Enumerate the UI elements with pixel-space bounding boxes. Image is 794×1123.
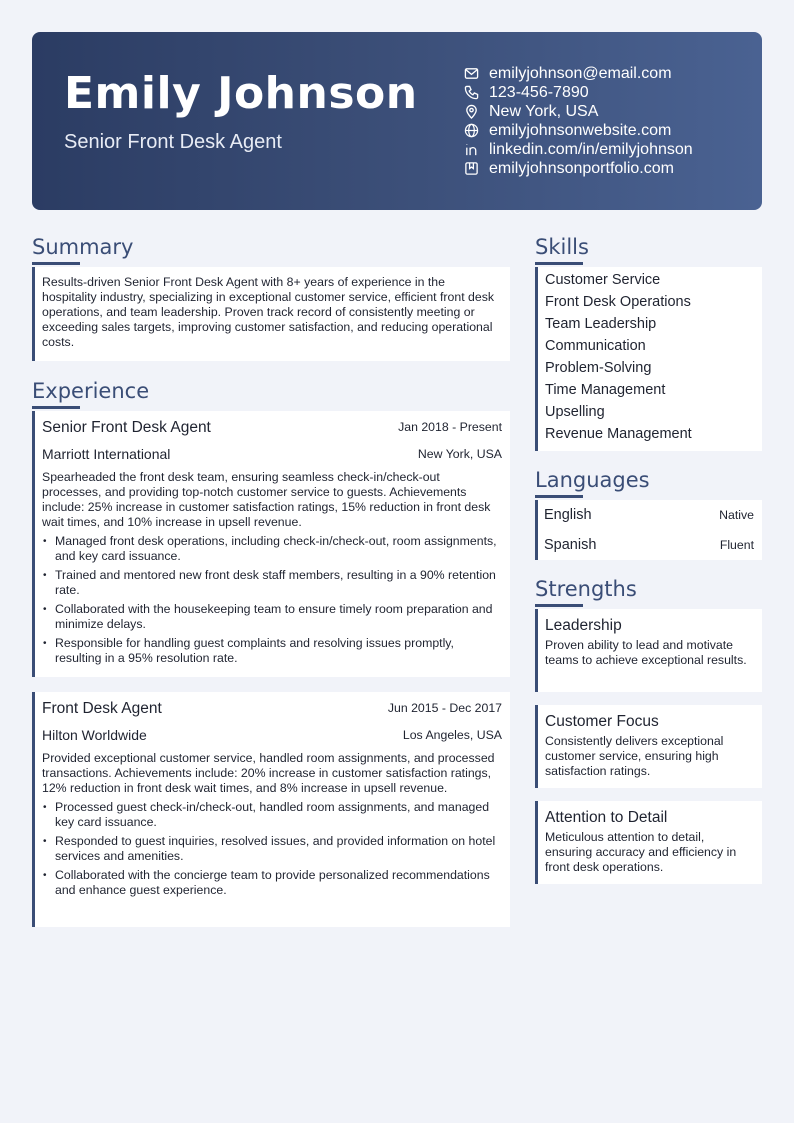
skill-item: Customer Service: [545, 272, 661, 288]
strength-text: Meticulous attention to detail, ensuring accuracy and efficiency in front desk operations.: [545, 830, 737, 874]
contact-location: New York, USA: [464, 102, 693, 121]
languages-heading: Languages: [535, 468, 650, 492]
summary-card: [32, 267, 510, 361]
strength-card: [535, 801, 762, 884]
location-pin-icon: [464, 104, 479, 119]
contact-linkedin[interactable]: linkedin.com/in/emilyjohnson: [464, 140, 693, 159]
experience-heading: Experience: [32, 379, 150, 403]
candidate-title: Senior Front Desk Agent: [64, 131, 282, 153]
job-dates: Jan 2018 - Present: [398, 420, 502, 434]
languages-card: [535, 500, 762, 560]
job-dates: Jun 2015 - Dec 2017: [387, 701, 502, 715]
mail-icon: [464, 66, 479, 81]
contact-portfolio[interactable]: emilyjohnsonportfolio.com: [464, 159, 693, 178]
job-bullets: [42, 534, 502, 666]
list-item: • Trained and mentored new front desk staff members, resulting in a 90% retention rate.: [42, 568, 502, 598]
strengths-heading: Strengths: [535, 577, 637, 601]
list-item: • Managed front desk operations, including check-in/check-out, room assignments, and key card issuance.: [42, 534, 502, 564]
contact-email[interactable]: emilyjohnson@email.com: [464, 64, 693, 83]
skill-item: Front Desk Operations: [545, 294, 691, 310]
list-item: • Processed guest check-in/check-out, handled room assignments, and managed key card issuance.: [42, 800, 502, 830]
skill-item: Revenue Management: [545, 426, 692, 442]
summary-heading: Summary: [32, 235, 134, 259]
strength-card: [535, 705, 762, 788]
job-company: Hilton Worldwide: [42, 727, 147, 743]
job-location: New York, USA: [417, 447, 502, 461]
list-item: • Responded to guest inquiries, resolved issues, and provided information on hotel services and amenities.: [42, 834, 502, 864]
resume-header: [32, 32, 762, 210]
strength-text: Consistently delivers exceptional customer service, ensuring high satisfaction ratings.: [545, 734, 724, 778]
globe-icon: [464, 123, 479, 138]
strength-title: Attention to Detail: [545, 809, 668, 826]
language-name: Spanish: [544, 537, 597, 553]
language-row: [538, 500, 762, 530]
job-title: Senior Front Desk Agent: [42, 419, 211, 436]
phone-icon: [464, 85, 479, 100]
list-item: • Collaborated with the housekeeping team to ensure timely room preparation and minimize delays.: [42, 602, 502, 632]
job-company: Marriott International: [42, 446, 171, 462]
skill-item: Team Leadership: [545, 316, 657, 332]
strength-text: Proven ability to lead and motivate teams to achieve exceptional results.: [545, 638, 747, 667]
linkedin-icon: [464, 142, 479, 157]
contact-list: [464, 64, 693, 178]
portfolio-icon: [464, 161, 479, 176]
job-description: Spearheaded the front desk team, ensuring seamless check-in/check-out processes, and providing top-notch customer service to guests. Achievements include: 25% increase in customer satisfaction ratings, 15% reduction in front desk wait times, and 10% increase in upsell revenue.: [42, 470, 491, 529]
job-location: Los Angeles, USA: [402, 728, 502, 742]
strength-title: Customer Focus: [545, 713, 659, 730]
skill-item: Time Management: [545, 382, 666, 398]
job-card: [32, 692, 510, 927]
job-description: Provided exceptional customer service, handled room assignments, and processed transactions. Achievements include: 20% increase in customer satisfaction ratings, 12% reduction in front desk wait times, and 8% increase in upsell revenue.: [42, 751, 495, 795]
list-item: • Responsible for handling guest complaints and resolving issues promptly, resulting in a 95% resolution rate.: [42, 636, 502, 666]
language-level: Native: [719, 508, 754, 522]
job-card: [32, 411, 510, 677]
list-item: • Collaborated with the concierge team to provide personalized recommendations and enhance guest experience.: [42, 868, 502, 898]
job-title: Front Desk Agent: [42, 700, 162, 717]
strength-title: Leadership: [545, 617, 622, 634]
contact-website[interactable]: emilyjohnsonwebsite.com: [464, 121, 693, 140]
skill-item: Upselling: [545, 404, 605, 420]
strength-card: [535, 609, 762, 692]
contact-phone[interactable]: 123-456-7890: [464, 83, 693, 102]
language-name: English: [544, 507, 592, 523]
skill-item: Communication: [545, 338, 646, 354]
summary-text: Results-driven Senior Front Desk Agent with 8+ years of experience in the hospitality industry, specializing in exceptional customer service, efficient front desk operations, and team leadership. Proven track record of consistently meeting or exceeding sales targets, improving customer satisfaction, and reducing operational costs.: [42, 275, 495, 349]
skills-heading: Skills: [535, 235, 589, 259]
job-bullets: [42, 800, 502, 898]
skills-card: [535, 267, 762, 451]
candidate-name: Emily Johnson: [64, 68, 418, 119]
language-level: Fluent: [719, 538, 754, 552]
skill-item: Problem-Solving: [545, 360, 652, 376]
language-row: [538, 530, 762, 560]
